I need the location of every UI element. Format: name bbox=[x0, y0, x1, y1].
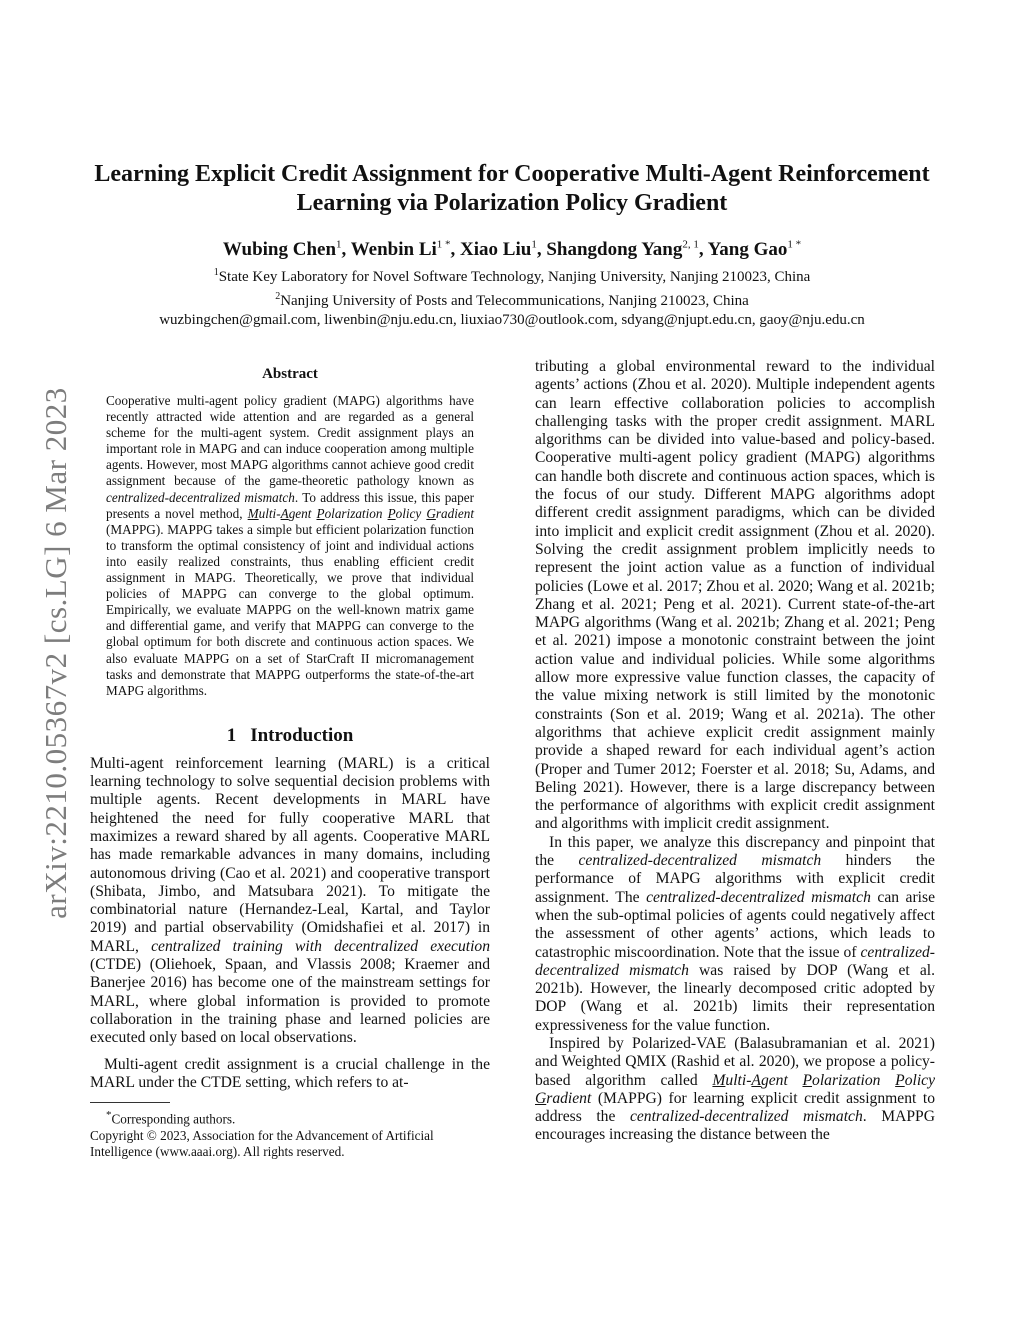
paragraph-emphasis: centralized training with decentralized execution bbox=[151, 937, 490, 955]
method-name-part: olarization bbox=[812, 1071, 881, 1089]
affiliations bbox=[60, 263, 964, 330]
author-affil-mark: 1 * bbox=[787, 239, 802, 251]
title-line-2: Learning via Polarization Policy Gradient bbox=[296, 190, 728, 216]
paragraph-text: was raised by DOP (Wang et al. 2021b). However, the linearly decomposed critic adopted by DOP (Wang et al. 2021b) limits their representation expressiveness for the value function. bbox=[535, 961, 935, 1034]
paragraph-emphasis: centralized-decentralized mismatch bbox=[578, 852, 822, 870]
intro-paragraph-1 bbox=[90, 755, 490, 1048]
acronym-letter: P bbox=[895, 1071, 905, 1089]
author bbox=[460, 239, 546, 260]
paragraph-text: In this paper, we analyze this discrepancy and pinpoint that the bbox=[535, 833, 935, 870]
paragraph-text: . MAPPG encourages increasing the distance between the bbox=[535, 1108, 935, 1144]
affil-text: State Key Laboratory for Novel Software Technology, Nanjing University, Nanjing 210023, China bbox=[218, 269, 811, 285]
author-separator: , bbox=[341, 239, 351, 261]
method-name-part: ulti- bbox=[725, 1071, 752, 1089]
acronym-letter: M bbox=[712, 1071, 726, 1089]
arxiv-sidebar-id: arXiv:2210.05367v2 [cs.LG] 6 Mar 2023 bbox=[38, 387, 73, 919]
footnotes bbox=[90, 1107, 490, 1159]
section-heading-introduction bbox=[90, 725, 490, 747]
paragraph-emphasis: centralized-decentralized mismatch bbox=[646, 888, 871, 906]
method-name bbox=[248, 506, 474, 521]
section-title: Introduction bbox=[250, 724, 354, 746]
acronym-letter: P bbox=[802, 1071, 813, 1089]
paragraph-text: (MAPPG) for learning explicit credit assignment to address the bbox=[535, 1089, 935, 1126]
abstract-emphasis: centralized-decentralized mismatch bbox=[106, 489, 295, 505]
acronym-letter: P bbox=[387, 505, 396, 521]
acronym-letter: G bbox=[535, 1089, 547, 1107]
acronym-letter: G bbox=[426, 505, 436, 521]
affiliation-2 bbox=[60, 287, 964, 311]
author-affil-mark: 1 bbox=[531, 239, 537, 251]
affil-text: Nanjing University of Posts and Telecommunications, Nanjing 210023, China bbox=[280, 293, 749, 309]
author-name: Shangdong Yang bbox=[546, 239, 683, 261]
paragraph-emphasis: centralized-decentralized mismatch bbox=[535, 943, 935, 979]
author-name: Yang Gao bbox=[707, 239, 788, 261]
author bbox=[546, 239, 707, 260]
author-affil-mark: 1 * bbox=[436, 239, 451, 251]
author bbox=[708, 239, 801, 260]
method-name-part: radient bbox=[546, 1089, 592, 1107]
body-paragraph-3 bbox=[535, 1035, 935, 1145]
method-name-part: radient bbox=[435, 505, 474, 521]
author bbox=[223, 239, 351, 260]
body-paragraph-2 bbox=[535, 834, 935, 1035]
affiliation-1 bbox=[60, 263, 964, 287]
paragraph-emphasis: centralized-decentralized mismatch bbox=[629, 1108, 863, 1126]
left-column bbox=[90, 360, 490, 1160]
author-affil-mark: 2, 1 bbox=[682, 239, 699, 251]
footnote-mark: * bbox=[106, 1109, 112, 1122]
author-affil-mark: 1 bbox=[336, 239, 342, 251]
paragraph-text: (CTDE) (Oliehoek, Spaan, and Vlassis 2008; Kraemer and Banerjee 2016) has become one of the mainstream settings for MARL, where global information is provided to promote collaboration in the training phase and learned policies are executed only based on local observations. bbox=[90, 956, 490, 1047]
author-name: Wenbin Li bbox=[350, 239, 437, 261]
paragraph-text: can arise when the sub-optimal policies of agents could negatively affect the assessment of other agents’ actions, which leads to catastrophic miscoordination. Note that the issue of bbox=[535, 888, 935, 961]
method-name-part: olarization bbox=[324, 505, 388, 521]
section-number: 1 bbox=[226, 724, 237, 746]
author bbox=[351, 239, 460, 260]
abstract-text: . To address this issue, this paper presents a novel method, bbox=[106, 489, 474, 521]
author-list bbox=[60, 233, 964, 262]
right-column bbox=[535, 358, 935, 1145]
abstract-body bbox=[106, 393, 474, 699]
abstract-text: (MAPPG). MAPPG takes a simple but efficient polarization function to transform the optimal consistency of joint and individual actions into easily realized constraints, thus enabling efficient credit assignment in MAPG. Theoretically, we prove that individual policies of MAPPG can converge to the global optimum. Empirically, we evaluate MAPPG on the well-known matrix game and differential game, and verify that MAPPG can converge to the global optimum for both discrete and continuous action spaces. We also evaluate MAPPG on a set of StarCraft II micromanagement tasks and demonstrate that MAPPG outperforms the state-of-the-art MAPG algorithms. bbox=[106, 521, 474, 698]
method-name-part: gent bbox=[288, 505, 317, 521]
author-name: Xiao Liu bbox=[460, 239, 532, 261]
footnote-text: Corresponding authors. bbox=[111, 1111, 236, 1127]
affil-mark: 2 bbox=[275, 291, 281, 302]
footnote-corresponding bbox=[90, 1107, 490, 1127]
author-separator: , bbox=[536, 239, 547, 261]
method-name-part: gent bbox=[760, 1071, 803, 1089]
intro-paragraph-2: Multi-agent credit assignment is a crucial challenge in the MARL under the CTDE setting, which refers to at- bbox=[90, 1055, 490, 1091]
author-name: Wubing Chen bbox=[222, 239, 337, 261]
method-name-part: ulti- bbox=[258, 505, 281, 521]
copyright-notice: Copyright © 2023, Association for the Advancement of Artificial Intelligence (www.aaai.org). All rights reserved. bbox=[90, 1127, 434, 1159]
acronym-letter: P bbox=[316, 505, 325, 521]
method-name-part: olicy bbox=[395, 505, 427, 521]
author-separator: , bbox=[698, 239, 708, 261]
abstract-text: Cooperative multi-agent policy gradient (MAPG) algorithms have recently attracted wide attention and are regarded as a general scheme for the multi-agent system. Credit assignment plays an important role in MAPG and can induce cooperation among multiple agents. However, most MAPG algorithms cannot achieve good credit assignment because of the game-theoretic pathology known as bbox=[106, 393, 474, 489]
paragraph-text: Inspired by Polarized-VAE (Balasubramanian et al. 2021) and Weighted QMIX (Rashid et al. 2020), we propose a policy-based algorithm called bbox=[535, 1034, 935, 1089]
affil-mark: 1 bbox=[213, 267, 219, 278]
footnote-divider bbox=[90, 1102, 170, 1103]
author-emails[interactable]: wuzbingchen@gmail.com, liwenbin@nju.edu.cn, liuxiao730@outlook.com, sdyang@njupt.edu.cn, gaoy@nju.edu.cn bbox=[159, 312, 865, 328]
title-line-1: Learning Explicit Credit Assignment for Cooperative Multi-Agent Reinforcement bbox=[94, 161, 930, 187]
author-separator: , bbox=[450, 239, 461, 261]
paper-title bbox=[60, 160, 964, 218]
paragraph-text: hinders the performance of MAPG algorithms with explicit credit assignment. The bbox=[535, 852, 935, 906]
method-name-part: olicy bbox=[904, 1071, 935, 1089]
acronym-letter: M bbox=[247, 505, 259, 521]
paragraph-text: Multi-agent reinforcement learning (MARL) is a critical learning technology to solve sequential decision problems with multiple agents. Recent developments in MARL have heightened the need for fully cooperative MARL that maximizes a reward shared by all agents. Cooperative MARL has made remarkable advances in many domains, including autonomous driving (Cao et al. 2021) and cooperative transport (Shibata, Jimbo, and Matsubara 2021). To mitigate the combinatorial nature (Hernandez-Leal, Kartal, and Taylor 2019) and partial observability (Omidshafiei et al. 2017) in MARL, bbox=[90, 754, 490, 955]
acronym-letter: A bbox=[280, 505, 289, 521]
acronym-letter: A bbox=[751, 1071, 761, 1089]
body-paragraph-1: tributing a global environmental reward to the individual agents’ actions (Zhou et al. 2020). Multiple independent agents can learn effective collaboration policies to accomplish challenging tasks with the proper credit assignment. MARL algorithms can be divided into value-based and policy-based. Cooperative multi-agent policy gradient (MAPG) algorithms can handle both discrete and continuous action spaces, which is the focus of our study. Different MAPG algorithms adopt different credit assignment paradigms, which can be divided into implicit and explicit credit assignment (Zhou et al. 2020). Solving the credit assignment problem implicitly needs to represent the joint action value as a function of individual policies (Lowe et al. 2017; Zhou et al. 2020; Wang et al. 2021b; Zhang et al. 2021; Peng et al. 2021). Current state-of-the-art MAPG algorithms (Wang et al. 2021b; Zhang et al. 2021; Peng et al. 2021) impose a monotonic constraint between the joint action value and individual policies. While some algorithms allow more expressive value function classes, the capacity of the value mixing network is still limited by the monotonic constraints (Son et al. 2019; Wang et al. 2021a). The other algorithms that achieve explicit credit assignment mainly provide a shaped reward for each individual agent’s action (Proper and Tumer 2012; Foerster et al. 2018; Su, Adams, and Beling 2021). However, there is a large discrepancy between the performance of algorithms with explicit credit assignment and algorithms with implicit credit assignment. bbox=[535, 358, 935, 833]
abstract-heading: Abstract bbox=[262, 366, 318, 382]
